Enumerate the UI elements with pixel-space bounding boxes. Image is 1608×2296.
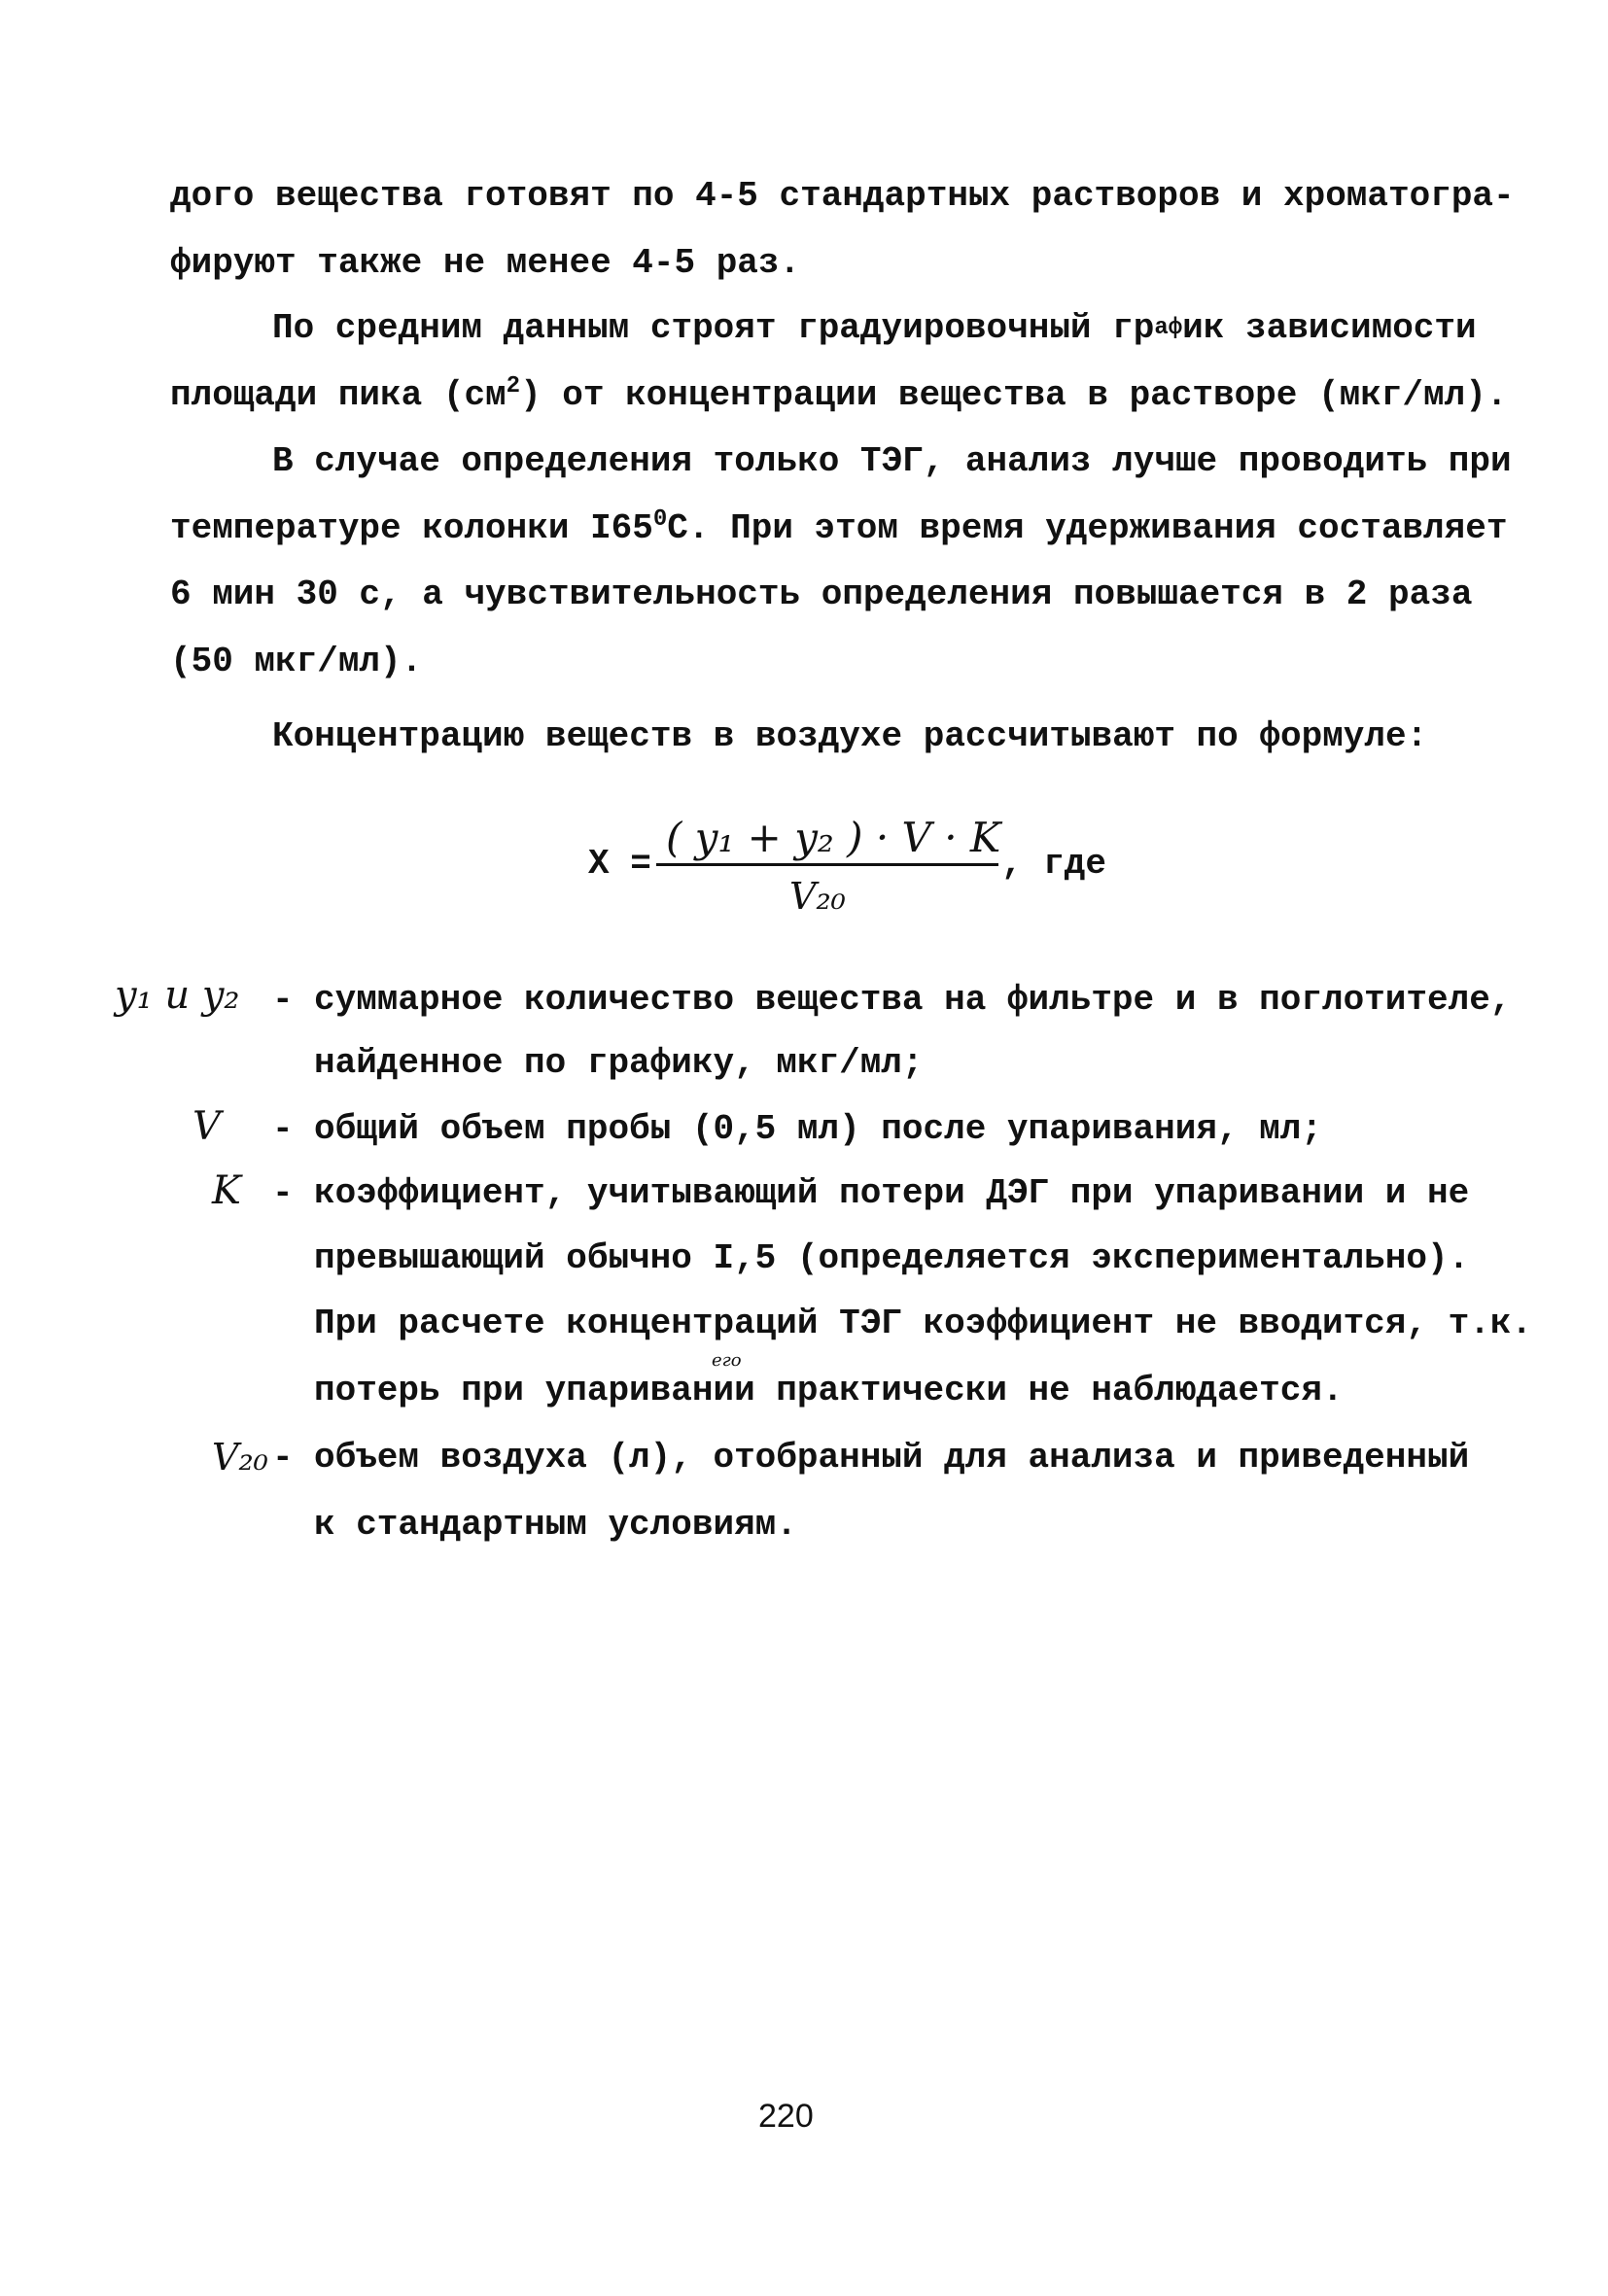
definition-dash: - [272, 1438, 294, 1478]
smudged-text: аф [1154, 315, 1183, 341]
text-line: фируют также не менее 4-5 раз. [170, 243, 801, 283]
text-span: площади пика (см [170, 375, 507, 415]
text-line [170, 505, 1507, 552]
text-line [170, 372, 1507, 419]
handwritten-insertion: его [712, 1350, 742, 1371]
superscript: 0 [652, 506, 668, 533]
definition-text: общий объем пробы (0,5 мл) после упаривания, мл; [314, 1109, 1322, 1149]
text-line: Концентрацию веществ в воздухе рассчитывают по формуле: [272, 716, 1428, 756]
text-line: (50 мкг/мл). [170, 642, 423, 681]
text-line: В случае определения только ТЭГ, анализ лучше проводить при [272, 441, 1512, 481]
text-span: температуре колонки I65 [170, 508, 653, 548]
definition-text: к стандартным условиям. [314, 1505, 797, 1545]
definition-symbol: K [212, 1168, 241, 1213]
page-number: 220 [758, 2098, 814, 2135]
definition-dash: - [272, 980, 294, 1020]
formula-numerator: ( y₁ + y₂ ) · V · K [666, 814, 1001, 861]
fraction-bar [656, 863, 998, 866]
definition-text: найденное по графику, мкг/мл; [314, 1043, 924, 1083]
formula-lhs: Х = [588, 844, 651, 884]
text-span: ик зависимости [1182, 308, 1477, 348]
definition-text: потерь при упаривании практически не наблюдается. [314, 1371, 1344, 1410]
definition-symbol: y₁ и y₂ [115, 973, 240, 1018]
definition-symbol: V₂₀ [212, 1436, 268, 1478]
text-span: С. При этом время удерживания составляет [667, 508, 1508, 548]
formula-denominator: V₂₀ [789, 875, 846, 918]
text-span: По средним данным строят градуировочный гр [272, 308, 1155, 348]
formula-suffix: , где [1001, 844, 1107, 884]
definition-text: превышающий обычно I,5 (определяется экспериментально). [314, 1238, 1470, 1278]
definition-dash: - [272, 1109, 294, 1149]
text-line [272, 305, 1477, 352]
superscript: 2 [506, 373, 521, 400]
text-line: дого вещества готовят по 4-5 стандартных растворов и хроматогра- [170, 176, 1515, 216]
definition-symbol: V [192, 1104, 221, 1149]
definition-text: коэффициент, учитывающий потери ДЭГ при упаривании и не [314, 1173, 1470, 1213]
text-line: 6 мин 30 с, а чувствительность определения повышается в 2 раза [170, 574, 1473, 614]
text-span: ) от концентрации вещества в растворе (мкг/мл). [520, 375, 1508, 415]
definition-text: суммарное количество вещества на фильтре и в поглотителе, [314, 980, 1512, 1020]
definition-text: При расчете концентраций ТЭГ коэффициент не вводится, т.к. [314, 1304, 1533, 1343]
definition-text: объем воздуха (л), отобранный для анализа и приведенный [314, 1438, 1470, 1478]
definition-dash: - [272, 1173, 294, 1213]
